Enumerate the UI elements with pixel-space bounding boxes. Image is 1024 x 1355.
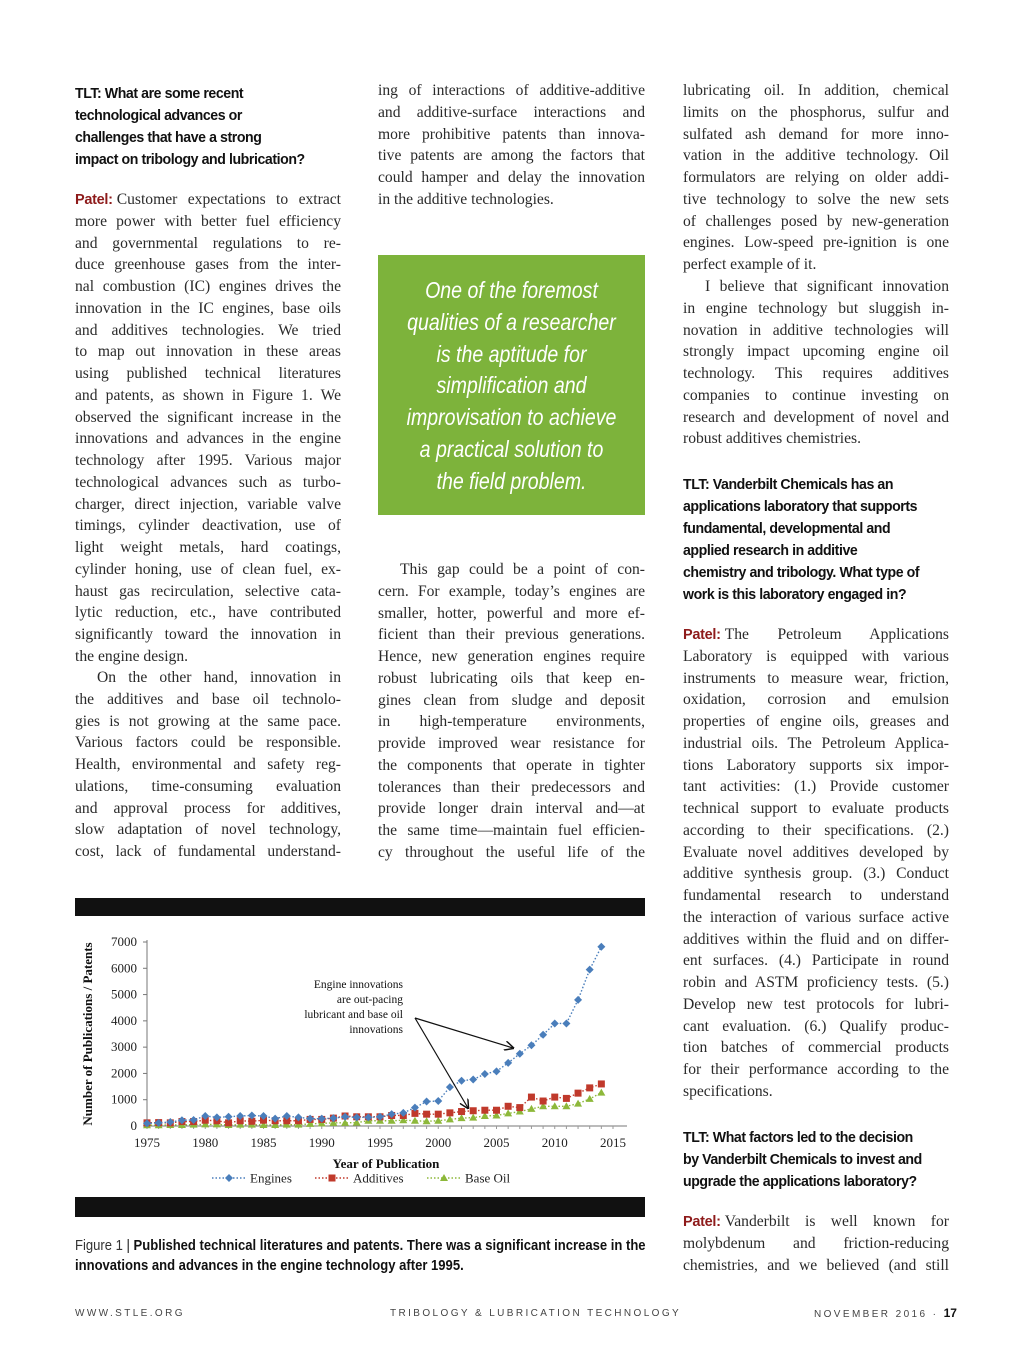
- text-line: robin and ASTM proficiency tests. (5.): [683, 974, 949, 991]
- text-line: nal combustion (IC) engines drives the: [75, 278, 341, 295]
- heading-line: challenges that have a strong: [75, 128, 262, 146]
- y-tick-label: 4000: [111, 1012, 137, 1028]
- text-line: sulfated ash demand for more inno-: [683, 125, 949, 143]
- text-line: technological advances such as turbo-: [75, 473, 341, 491]
- text-line: innovations and advances in the engine: [75, 430, 341, 448]
- text-line: [75, 189, 341, 211]
- heading-line: TLT: What factors led to the decision: [683, 1129, 913, 1146]
- figure-1-chart: [75, 898, 645, 1217]
- y-tick-label: 6000: [111, 960, 137, 976]
- text-line: instruments to measure wear, friction,: [683, 669, 949, 687]
- text-line: I believe that significant innovation: [705, 278, 949, 295]
- footer-publication: TRIBOLOGY & LUBRICATION TECHNOLOGY: [390, 1308, 682, 1319]
- x-tick-label: 1975: [134, 1135, 160, 1150]
- pull-quote-line: simplification and: [436, 372, 587, 399]
- text-line: the engine design.: [75, 647, 189, 665]
- text-line: gies is not growing at the same pace.: [75, 712, 341, 730]
- text-line: innovation in the IC engines, base oils: [75, 299, 341, 317]
- text-line: observed the significant increase in the: [75, 408, 341, 426]
- x-tick-label: 2010: [541, 1135, 568, 1150]
- text-line: Hence, new generation engines require: [378, 648, 645, 665]
- data-point-additives: [528, 1094, 535, 1101]
- pull-quote-line: is the aptitude for: [436, 340, 587, 367]
- data-point-additives: [446, 1109, 453, 1116]
- text-line: lubricating oil. In addition, chemical: [683, 82, 949, 99]
- col2-para-bottom: [378, 559, 645, 864]
- col3-heading-3: [683, 1127, 963, 1193]
- x-tick-label: 2005: [483, 1135, 510, 1150]
- heading-line: upgrade the applications laboratory?: [683, 1172, 917, 1190]
- pull-quote-line: the field problem.: [436, 467, 587, 494]
- y-tick-label: 0: [130, 1118, 137, 1133]
- x-tick-label: 1995: [367, 1135, 393, 1150]
- data-point-additives: [493, 1107, 500, 1114]
- text-line: Evaluate novel additives developed by: [683, 843, 949, 861]
- text-line: specifications.: [683, 1082, 773, 1100]
- heading-line: applications laboratory that supports: [683, 497, 918, 515]
- text-line: technology after 1995. Various major: [75, 452, 341, 469]
- text-line: On the other hand, innovation in: [97, 669, 341, 686]
- text-line: of challenges posed by new-generation: [683, 212, 949, 230]
- text-line: could hamper and delay the innovation: [378, 169, 645, 186]
- text-line: cern. For example, today’s engines are: [378, 582, 645, 600]
- text-line: and governmental regulations to re-: [75, 234, 341, 252]
- data-point-additives: [470, 1107, 477, 1114]
- heading-line: TLT: What are some recent: [75, 85, 244, 102]
- text-line: in the additive technologies.: [378, 190, 554, 208]
- text-line: cost, lack of fundamental understand-: [75, 843, 341, 860]
- text-line: Various factors could be responsible.: [75, 734, 341, 752]
- data-point-additives: [505, 1103, 512, 1110]
- y-tick-label: 2000: [111, 1065, 137, 1081]
- text-line: research and development of novel and: [683, 408, 949, 426]
- text-line: provide longer drain interval and—at: [378, 800, 645, 818]
- text-line: in engine technology but sluggish in-: [683, 299, 949, 317]
- data-point-additives: [540, 1098, 547, 1105]
- text-line: tions Laboratory supports six impor-: [683, 756, 949, 774]
- legend-marker: [329, 1175, 336, 1182]
- pull-quote: [378, 255, 645, 515]
- text-line: engines. Low-speed pre-ignition is one: [683, 234, 949, 252]
- text-line: tion batches of commercial products: [683, 1039, 949, 1057]
- heading-line: applied research in additive: [683, 541, 858, 559]
- text-line: and additives technologies. We tried: [75, 321, 341, 339]
- text-line: industrial oils. The Petroleum Applica-: [683, 734, 949, 752]
- text-line: technical support to evaluate products: [683, 800, 949, 817]
- legend-label: Base Oil: [465, 1170, 511, 1186]
- text-line: technology. This requires additives: [683, 365, 949, 382]
- caption-line-1: Published technical literatures and patents. There was a significant increase in the: [133, 1238, 646, 1254]
- col3-para-4: [683, 1211, 949, 1276]
- plot-background: [75, 916, 645, 1197]
- text-line: This gap could be a point of con-: [400, 561, 645, 578]
- text-line: and approval process for additives,: [75, 799, 341, 817]
- top-band: [75, 898, 645, 916]
- data-point-additives: [516, 1104, 523, 1111]
- figure-separator: |: [126, 1238, 130, 1254]
- text-line: to map out innovation in these areas: [75, 343, 341, 361]
- text-line: in high-temperature environments,: [378, 713, 645, 731]
- footer-dot: ·: [932, 1309, 939, 1320]
- text-line: companies to continue investing on: [683, 386, 949, 404]
- text-line: duce greenhouse gases from the inter-: [75, 256, 341, 274]
- x-tick-label: 1980: [192, 1135, 219, 1150]
- x-tick-label: 2015: [600, 1135, 626, 1150]
- heading-line: impact on tribology and lubrication?: [75, 150, 305, 168]
- data-point-additives: [575, 1090, 582, 1097]
- col1-heading: [75, 83, 355, 171]
- speaker-label: Patel:: [683, 1214, 721, 1230]
- text-line: oxidation, corrosion and emulsion: [683, 691, 949, 709]
- legend-label: Additives: [353, 1170, 404, 1186]
- text-line: light weight metals, hard coatings,: [75, 539, 341, 556]
- data-point-additives: [598, 1080, 605, 1087]
- text-line: the additives and base oil technolo-: [75, 690, 341, 708]
- col3-para-1: [683, 80, 949, 276]
- text-line: chemistries, and we believed (and still: [683, 1256, 949, 1274]
- text-line: slow adaptation of novel technology,: [75, 821, 341, 839]
- y-tick-label: 3000: [111, 1039, 137, 1055]
- text-line: more prohibitive patents than innova-: [378, 125, 645, 143]
- speaker-label: Patel:: [683, 627, 721, 643]
- col3-heading-2: [683, 474, 963, 605]
- y-tick-label: 1000: [111, 1091, 137, 1107]
- col3-para-3: [683, 624, 949, 1103]
- footer-date-page: [814, 1306, 957, 1320]
- text-line: tive technology to solve the new sets: [683, 190, 949, 208]
- text-line: [683, 624, 949, 646]
- speaker-label: Patel:: [75, 192, 113, 208]
- text-line: and additive-surface interactions and: [378, 103, 645, 121]
- bottom-band: [75, 1197, 645, 1217]
- pull-quote-line: qualities of a researcher: [407, 308, 616, 335]
- pull-quote-line: One of the foremost: [425, 277, 598, 303]
- text-line: timings, cylinder deactivation, use of: [75, 517, 341, 535]
- col1-para-1: [75, 189, 341, 668]
- text-line: ulations, time-consuming evaluation: [75, 777, 341, 795]
- annotation-line: innovations: [349, 1024, 403, 1036]
- text-line: additives within the fluid and on differ-: [683, 930, 949, 948]
- text-line: fundamental research to understand: [683, 887, 949, 904]
- annotation-line: lubricant and base oil: [304, 1009, 403, 1021]
- text-line: ent surfaces. (4.) Participate in round: [683, 952, 949, 970]
- text-line: Health, environmental and safety reg-: [75, 756, 341, 773]
- text-line-content: Vanderbilt is well known for: [724, 1213, 949, 1230]
- text-line: properties of engine oils, greases and: [683, 713, 949, 730]
- data-point-additives: [586, 1084, 593, 1091]
- col2-para-top: [378, 80, 645, 211]
- text-line: limits on the phosphorus, sulfur and: [683, 103, 949, 121]
- annotation-line: Engine innovations: [313, 979, 403, 991]
- data-point-additives: [563, 1095, 570, 1102]
- text-line-content: The Petroleum Applications: [724, 626, 949, 643]
- heading-line: TLT: Vanderbilt Chemicals has an: [683, 476, 894, 493]
- text-line: haust gas recirculation, selective cata-: [75, 582, 341, 600]
- text-line: Develop new test protocols for lubri-: [683, 995, 949, 1013]
- text-line: additive synthesis group. (3.) Conduct: [683, 865, 949, 883]
- annotation-line: are out-pacing: [336, 994, 403, 1006]
- heading-line: work is this laboratory engaged in?: [683, 585, 907, 603]
- y-tick-label: 7000: [111, 934, 137, 949]
- text-line-content: Customer expectations to extract: [116, 191, 341, 208]
- data-point-additives: [435, 1111, 442, 1118]
- text-line: robust additives chemistries.: [683, 430, 861, 448]
- figure-label: Figure 1: [75, 1238, 123, 1254]
- text-line: more power with better fuel efficiency: [75, 212, 341, 230]
- text-line: the interaction of various surface active: [683, 908, 949, 926]
- figure-caption: [75, 1236, 646, 1276]
- text-line: tive patents are among the factors that: [378, 147, 645, 165]
- pull-quote-line: improvisation to achieve: [406, 404, 617, 431]
- data-point-additives: [551, 1094, 558, 1101]
- y-axis-title: Number of Publications / Patents: [80, 942, 95, 1126]
- footer-website: WWW.STLE.ORG: [75, 1308, 185, 1319]
- page-number: 17: [943, 1306, 957, 1320]
- heading-line: fundamental, developmental and: [683, 519, 891, 537]
- text-line: provide improved wear resistance for: [378, 735, 645, 752]
- footer-date: NOVEMBER 2016: [814, 1309, 928, 1320]
- legend-label: Engines: [250, 1170, 292, 1186]
- col3-para-2: [683, 276, 949, 450]
- text-line: tolerances than their predecessors and: [378, 778, 645, 796]
- text-line: the same time—maintain fuel efficien-: [378, 822, 645, 839]
- text-line: cylinder honing, use of clean fuel, ex-: [75, 560, 341, 578]
- x-tick-label: 1985: [250, 1135, 277, 1150]
- text-line: the components that operate in tighter: [378, 756, 645, 774]
- text-line: and patents, as shown in Figure 1. We: [75, 386, 341, 404]
- data-point-additives: [423, 1111, 430, 1118]
- text-line: tant activities: (1.) Provide customer: [683, 778, 949, 796]
- data-point-additives: [481, 1107, 488, 1114]
- text-line: significantly toward the innovation in: [75, 626, 341, 643]
- text-line: ing of interactions of additive-additive: [378, 82, 645, 99]
- text-line: cy throughout the useful life of the: [378, 843, 645, 861]
- caption-line-2: innovations and advances in the engine technology after 1995.: [75, 1258, 464, 1274]
- data-point-additives: [458, 1108, 465, 1115]
- text-line: [683, 1211, 949, 1233]
- text-line: gines clean from sludge and deposit: [378, 691, 645, 709]
- x-tick-label: 2000: [425, 1135, 452, 1150]
- text-line: lytic reduction, etc., have contributed: [75, 604, 341, 622]
- text-line: smaller, hotter, powerful and more ef-: [378, 604, 645, 622]
- text-line: using published technical literatures: [75, 365, 341, 382]
- text-line: cant evaluation. (6.) Qualify produc-: [683, 1017, 949, 1035]
- text-line: molybdenum and friction-reducing: [683, 1234, 949, 1252]
- col1-para-2: [75, 667, 341, 863]
- text-line: Laboratory is equipped with various: [683, 647, 949, 665]
- y-tick-label: 5000: [111, 986, 137, 1002]
- text-line: ficient than their previous generations.: [378, 626, 645, 644]
- heading-line: by Vanderbilt Chemicals to invest and: [683, 1150, 922, 1168]
- text-line: vation in the additive technology. Oil: [683, 147, 949, 165]
- pull-quote-line: a practical solution to: [419, 435, 604, 462]
- text-line: perfect example of it.: [683, 256, 817, 273]
- text-line: according to their specifications. (2.): [683, 821, 949, 839]
- text-line: charger, direct injection, variable valve: [75, 495, 341, 513]
- text-line: formulators are relying on older addi-: [683, 169, 949, 186]
- text-line: robust lubricating oils that keep en-: [378, 669, 645, 687]
- x-tick-label: 1990: [308, 1135, 335, 1150]
- heading-line: technological advances or: [75, 106, 242, 124]
- text-line: for their performance according to the: [683, 1061, 949, 1078]
- x-axis-title: Year of Publication: [332, 1156, 440, 1171]
- text-line: strongly impact upcoming engine oil: [683, 343, 949, 361]
- heading-line: chemistry and tribology. What type of: [683, 563, 920, 581]
- chart-svg: [75, 898, 645, 1217]
- text-line: novation in additive technologies will: [683, 321, 949, 339]
